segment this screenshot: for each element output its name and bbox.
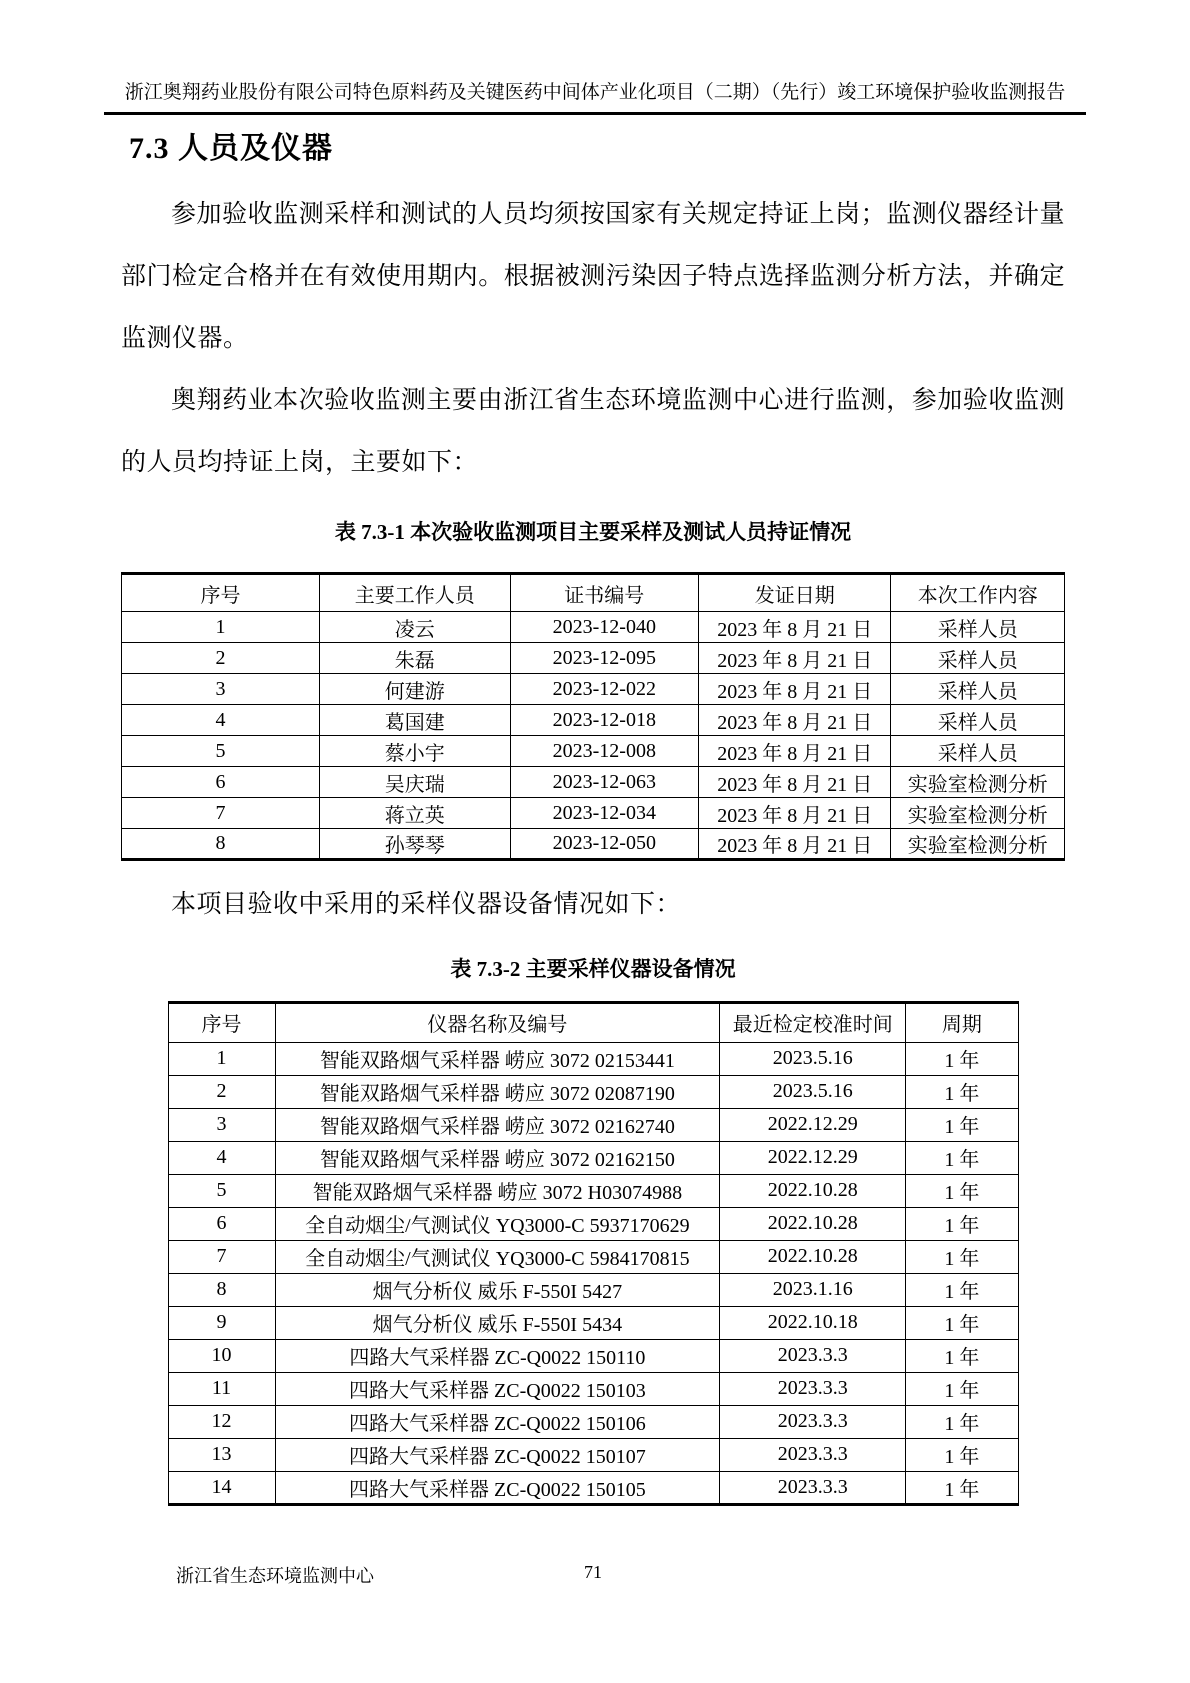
table-cell: 1 年 [906, 1372, 1018, 1405]
sampling-equipment-table [168, 1001, 1019, 1506]
table-cell: 2022.12.29 [720, 1141, 906, 1174]
table-cell: 实验室检测分析 [891, 829, 1065, 860]
table-cell: 1 年 [906, 1405, 1018, 1438]
column-header: 最近检定校准时间 [720, 1002, 906, 1042]
table-row [168, 1273, 1018, 1306]
table-cell: 1 [168, 1042, 275, 1075]
table-cell: 2 [168, 1075, 275, 1108]
table-cell: 2023-12-018 [510, 705, 699, 736]
table-row [122, 674, 1065, 705]
table-cell: 2023 年 8 月 21 日 [699, 767, 891, 798]
table-row [122, 829, 1065, 860]
table-cell: 3 [122, 674, 320, 705]
table-cell: 13 [168, 1438, 275, 1471]
table-header-row [168, 1002, 1018, 1042]
table-cell: 4 [122, 705, 320, 736]
table-row [168, 1438, 1018, 1471]
page-footer [121, 1562, 1065, 1588]
table-cell: 2023-12-063 [510, 767, 699, 798]
table-cell: 1 年 [906, 1240, 1018, 1273]
table-cell: 2022.10.18 [720, 1306, 906, 1339]
table-cell: 孙琴琴 [320, 829, 510, 860]
table-cell: 2023.3.3 [720, 1372, 906, 1405]
table-cell: 1 年 [906, 1207, 1018, 1240]
table-cell: 2023.3.3 [720, 1339, 906, 1372]
table-cell: 2023-12-022 [510, 674, 699, 705]
table2-caption: 表 7.3-2 主要采样仪器设备情况 [450, 957, 736, 982]
table-cell: 2023 年 8 月 21 日 [699, 705, 891, 736]
table-cell: 10 [168, 1339, 275, 1372]
table-cell: 2023.1.16 [720, 1273, 906, 1306]
table-cell: 智能双路烟气采样器 崂应 3072 02162150 [275, 1141, 720, 1174]
table-row [168, 1405, 1018, 1438]
table-cell: 2023.5.16 [720, 1042, 906, 1075]
table-cell: 智能双路烟气采样器 崂应 3072 02153441 [275, 1042, 720, 1075]
table-cell: 6 [122, 767, 320, 798]
column-header: 证书编号 [510, 574, 699, 612]
table-cell: 2022.10.28 [720, 1174, 906, 1207]
table-cell: 2023-12-095 [510, 643, 699, 674]
table-cell: 1 年 [906, 1273, 1018, 1306]
table-row [122, 705, 1065, 736]
table-cell: 四路大气采样器 ZC-Q0022 150103 [275, 1372, 720, 1405]
table-cell: 2023.3.3 [720, 1438, 906, 1471]
table-row [168, 1075, 1018, 1108]
table-cell: 9 [168, 1306, 275, 1339]
table-cell: 智能双路烟气采样器 崂应 3072 H03074988 [275, 1174, 720, 1207]
table-cell: 1 年 [906, 1141, 1018, 1174]
table-row [168, 1042, 1018, 1075]
table-row [168, 1207, 1018, 1240]
table-cell: 2023 年 8 月 21 日 [699, 829, 891, 860]
table1-caption: 表 7.3-1 本次验收监测项目主要采样及测试人员持证情况 [334, 520, 852, 544]
column-header: 周期 [906, 1002, 1018, 1042]
table-cell: 2 [122, 643, 320, 674]
table-row [122, 767, 1065, 798]
table-cell: 凌云 [320, 612, 510, 643]
table-cell: 7 [122, 798, 320, 829]
table-cell: 5 [168, 1174, 275, 1207]
table-cell: 四路大气采样器 ZC-Q0022 150107 [275, 1438, 720, 1471]
table-row [168, 1471, 1018, 1504]
table-row [122, 736, 1065, 767]
table-cell: 采样人员 [891, 612, 1065, 643]
table-cell: 14 [168, 1471, 275, 1504]
table-cell: 4 [168, 1141, 275, 1174]
table-row [168, 1372, 1018, 1405]
table-cell: 7 [168, 1240, 275, 1273]
table-cell: 2023-12-034 [510, 798, 699, 829]
table-cell: 智能双路烟气采样器 崂应 3072 02087190 [275, 1075, 720, 1108]
paragraph-equipment-intro: 本项目验收中采用的采样仪器设备情况如下： [171, 891, 682, 919]
table-cell: 蔡小宇 [320, 736, 510, 767]
table-cell: 四路大气采样器 ZC-Q0022 150105 [275, 1471, 720, 1504]
table-row [122, 798, 1065, 829]
column-header: 序号 [168, 1002, 275, 1042]
table-cell: 5 [122, 736, 320, 767]
table-cell: 1 年 [906, 1438, 1018, 1471]
table-cell: 8 [168, 1273, 275, 1306]
table-cell: 四路大气采样器 ZC-Q0022 150106 [275, 1405, 720, 1438]
footer-institution: 浙江省生态环境监测中心 [176, 1566, 374, 1586]
table-cell: 烟气分析仪 威乐 F-550I 5434 [275, 1306, 720, 1339]
table-cell: 2023 年 8 月 21 日 [699, 798, 891, 829]
table-cell: 2023-12-008 [510, 736, 699, 767]
table-cell: 2023-12-050 [510, 829, 699, 860]
table-cell: 2023.3.3 [720, 1471, 906, 1504]
table-cell: 2023 年 8 月 21 日 [699, 674, 891, 705]
table-cell: 2023.5.16 [720, 1075, 906, 1108]
table-cell: 1 年 [906, 1306, 1018, 1339]
table-cell: 1 年 [906, 1075, 1018, 1108]
table-cell: 2023.3.3 [720, 1405, 906, 1438]
table-cell: 四路大气采样器 ZC-Q0022 150110 [275, 1339, 720, 1372]
section-heading: 7.3 人员及仪器 [129, 132, 333, 165]
page-content [121, 128, 1065, 1506]
table-cell: 实验室检测分析 [891, 767, 1065, 798]
table-cell: 1 年 [906, 1339, 1018, 1372]
table-cell: 6 [168, 1207, 275, 1240]
table-cell: 全自动烟尘/气测试仪 YQ3000-C 5937170629 [275, 1207, 720, 1240]
table-cell: 2023-12-040 [510, 612, 699, 643]
table-cell: 8 [122, 829, 320, 860]
paragraph-monitoring-center: 奥翔药业本次验收监测主要由浙江省生态环境监测中心进行监测，参加验收监测的人员均持证上岗，主要如下： [121, 387, 1065, 476]
column-header: 发证日期 [699, 574, 891, 612]
table-cell: 3 [168, 1108, 275, 1141]
table-cell: 1 [122, 612, 320, 643]
table-header-row [122, 574, 1065, 612]
table-row [122, 643, 1065, 674]
table-cell: 采样人员 [891, 705, 1065, 736]
table-cell: 2022.10.28 [720, 1240, 906, 1273]
table-cell: 1 年 [906, 1174, 1018, 1207]
table-cell: 朱磊 [320, 643, 510, 674]
table-cell: 2023 年 8 月 21 日 [699, 736, 891, 767]
column-header: 仪器名称及编号 [275, 1002, 720, 1042]
table-cell: 烟气分析仪 威乐 F-550I 5427 [275, 1273, 720, 1306]
table-cell: 葛国建 [320, 705, 510, 736]
table-row [122, 612, 1065, 643]
table-row [168, 1240, 1018, 1273]
page-number: 71 [584, 1562, 602, 1582]
column-header: 主要工作人员 [320, 574, 510, 612]
table-row [168, 1339, 1018, 1372]
table-cell: 2023 年 8 月 21 日 [699, 612, 891, 643]
table-cell: 11 [168, 1372, 275, 1405]
table-row [168, 1108, 1018, 1141]
table-cell: 吴庆瑞 [320, 767, 510, 798]
table-cell: 实验室检测分析 [891, 798, 1065, 829]
table-cell: 12 [168, 1405, 275, 1438]
table-cell: 2022.10.28 [720, 1207, 906, 1240]
table-cell: 1 年 [906, 1042, 1018, 1075]
paragraph-personnel-requirements: 参加验收监测采样和测试的人员均须按国家有关规定持证上岗；监测仪器经计量部门检定合格并在有效使用期内。根据被测污染因子特点选择监测分析方法，并确定监测仪器。 [121, 201, 1065, 352]
table-cell: 采样人员 [891, 736, 1065, 767]
running-head: 浙江奥翔药业股份有限公司特色原料药及关键医药中间体产业化项目（二期）（先行）竣工环境保护验收监测报告 [104, 82, 1086, 115]
table-cell: 智能双路烟气采样器 崂应 3072 02162740 [275, 1108, 720, 1141]
table-cell: 采样人员 [891, 643, 1065, 674]
table-row [168, 1174, 1018, 1207]
table-cell: 采样人员 [891, 674, 1065, 705]
table-cell: 何建游 [320, 674, 510, 705]
table-row [168, 1306, 1018, 1339]
table-cell: 2022.12.29 [720, 1108, 906, 1141]
table-cell: 1 年 [906, 1471, 1018, 1504]
table-cell: 2023 年 8 月 21 日 [699, 643, 891, 674]
personnel-certification-table [121, 572, 1065, 861]
table-cell: 全自动烟尘/气测试仪 YQ3000-C 5984170815 [275, 1240, 720, 1273]
column-header: 本次工作内容 [891, 574, 1065, 612]
table-cell: 蒋立英 [320, 798, 510, 829]
table-row [168, 1141, 1018, 1174]
column-header: 序号 [122, 574, 320, 612]
table-cell: 1 年 [906, 1108, 1018, 1141]
